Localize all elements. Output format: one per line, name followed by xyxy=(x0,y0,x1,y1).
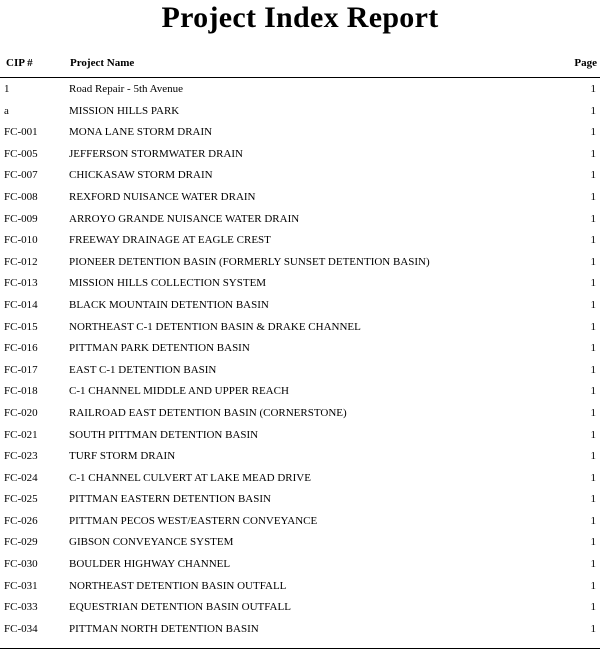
project-name: PIONEER DETENTION BASIN (FORMERLY SUNSET DETENTION BASIN) xyxy=(69,255,430,268)
page-number: 1 xyxy=(590,298,596,311)
table-row xyxy=(0,79,600,101)
page-number: 1 xyxy=(590,169,596,182)
page-number: 1 xyxy=(590,471,596,484)
table-row xyxy=(0,576,600,598)
table-row xyxy=(0,101,600,123)
page-number: 1 xyxy=(590,558,596,571)
page-number: 1 xyxy=(590,277,596,290)
project-name: SOUTH PITTMAN DETENTION BASIN xyxy=(69,428,259,441)
page-number: 1 xyxy=(590,255,596,268)
cip-number: FC-018 xyxy=(4,385,38,398)
table-row xyxy=(0,489,600,511)
page-number: 1 xyxy=(590,428,596,441)
page-number: 1 xyxy=(590,450,596,463)
cip-number: a xyxy=(4,104,9,117)
page-number: 1 xyxy=(590,147,596,160)
page-number: 1 xyxy=(590,212,596,225)
cip-number: FC-008 xyxy=(4,190,38,203)
table-row xyxy=(0,273,600,295)
page-number: 1 xyxy=(590,579,596,592)
cip-number: FC-033 xyxy=(4,601,38,614)
project-name: C-1 CHANNEL CULVERT AT LAKE MEAD DRIVE xyxy=(69,471,311,484)
project-name: PITTMAN PECOS WEST/EASTERN CONVEYANCE xyxy=(69,514,318,527)
table-row xyxy=(0,165,600,187)
table-row xyxy=(0,252,600,274)
table-row xyxy=(0,187,600,209)
table-row xyxy=(0,360,600,382)
header-divider xyxy=(0,77,600,78)
project-name: RAILROAD EAST DETENTION BASIN (CORNERSTONE) xyxy=(69,406,347,419)
project-name: ARROYO GRANDE NUISANCE WATER DRAIN xyxy=(69,212,300,225)
table-row xyxy=(0,597,600,619)
project-name: GIBSON CONVEYANCE SYSTEM xyxy=(69,536,234,549)
page-number: 1 xyxy=(590,363,596,376)
project-name: FREEWAY DRAINAGE AT EAGLE CREST xyxy=(69,234,271,247)
cip-number: FC-009 xyxy=(4,212,38,225)
cip-number: FC-015 xyxy=(4,320,38,333)
page-number: 1 xyxy=(590,190,596,203)
column-header-cip: CIP # xyxy=(6,57,33,69)
page-number: 1 xyxy=(590,126,596,139)
footer-divider xyxy=(0,648,600,649)
table-row xyxy=(0,381,600,403)
project-name: CHICKASAW STORM DRAIN xyxy=(69,169,213,182)
cip-number: FC-025 xyxy=(4,493,38,506)
project-name: TURF STORM DRAIN xyxy=(69,450,176,463)
page-number: 1 xyxy=(590,514,596,527)
table-row xyxy=(0,403,600,425)
cip-number: FC-021 xyxy=(4,428,38,441)
table-row xyxy=(0,295,600,317)
table-row xyxy=(0,317,600,339)
table-row xyxy=(0,122,600,144)
project-name: PITTMAN PARK DETENTION BASIN xyxy=(69,342,250,355)
table-row xyxy=(0,446,600,468)
cip-number: FC-029 xyxy=(4,536,38,549)
project-name: MISSION HILLS PARK xyxy=(69,104,180,117)
table-row xyxy=(0,532,600,554)
project-name: BLACK MOUNTAIN DETENTION BASIN xyxy=(69,298,269,311)
table-row xyxy=(0,209,600,231)
table-row xyxy=(0,511,600,533)
table-row xyxy=(0,425,600,447)
project-name: REXFORD NUISANCE WATER DRAIN xyxy=(69,190,256,203)
project-name: EAST C-1 DETENTION BASIN xyxy=(69,363,217,376)
page-number: 1 xyxy=(590,83,596,95)
table-header xyxy=(0,55,600,75)
project-name: NORTHEAST DETENTION BASIN OUTFALL xyxy=(69,579,287,592)
table-row xyxy=(0,468,600,490)
project-name: C-1 CHANNEL MIDDLE AND UPPER REACH xyxy=(69,385,289,398)
cip-number: FC-014 xyxy=(4,298,38,311)
cip-number: FC-001 xyxy=(4,126,38,139)
project-name: JEFFERSON STORMWATER DRAIN xyxy=(69,147,243,160)
cip-number: 1 xyxy=(4,83,10,95)
cip-number: FC-017 xyxy=(4,363,38,376)
page-number: 1 xyxy=(590,234,596,247)
cip-number: FC-034 xyxy=(4,622,38,635)
report-title: Project Index Report xyxy=(161,1,439,34)
page-number: 1 xyxy=(590,622,596,635)
project-name: Road Repair - 5th Avenue xyxy=(69,83,184,95)
cip-number: FC-023 xyxy=(4,450,38,463)
table-row xyxy=(0,144,600,166)
page-number: 1 xyxy=(590,342,596,355)
cip-number: FC-013 xyxy=(4,277,38,290)
page-number: 1 xyxy=(590,493,596,506)
table-row xyxy=(0,230,600,252)
cip-number: FC-007 xyxy=(4,169,38,182)
cip-number: FC-030 xyxy=(4,558,38,571)
page-number: 1 xyxy=(590,104,596,117)
table-body xyxy=(0,79,600,640)
cip-number: FC-031 xyxy=(4,579,38,592)
project-name: EQUESTRIAN DETENTION BASIN OUTFALL xyxy=(69,601,291,614)
table-row xyxy=(0,338,600,360)
project-name: BOULDER HIGHWAY CHANNEL xyxy=(69,558,231,571)
page-number: 1 xyxy=(590,536,596,549)
project-name: MISSION HILLS COLLECTION SYSTEM xyxy=(69,277,267,290)
page-number: 1 xyxy=(590,601,596,614)
cip-number: FC-010 xyxy=(4,234,38,247)
cip-number: FC-024 xyxy=(4,471,38,484)
cip-number: FC-020 xyxy=(4,406,38,419)
cip-number: FC-016 xyxy=(4,342,38,355)
column-header-page: Page xyxy=(574,57,597,69)
cip-number: FC-005 xyxy=(4,147,38,160)
page-number: 1 xyxy=(590,406,596,419)
table-row xyxy=(0,554,600,576)
project-name: NORTHEAST C-1 DETENTION BASIN & DRAKE CHANNEL xyxy=(69,320,361,333)
column-header-project-name: Project Name xyxy=(70,57,135,69)
project-name: PITTMAN EASTERN DETENTION BASIN xyxy=(69,493,271,506)
cip-number: FC-026 xyxy=(4,514,38,527)
project-name: MONA LANE STORM DRAIN xyxy=(69,126,213,139)
table-row xyxy=(0,619,600,641)
page-number: 1 xyxy=(590,320,596,333)
page-number: 1 xyxy=(590,385,596,398)
cip-number: FC-012 xyxy=(4,255,38,268)
project-name: PITTMAN NORTH DETENTION BASIN xyxy=(69,622,259,635)
